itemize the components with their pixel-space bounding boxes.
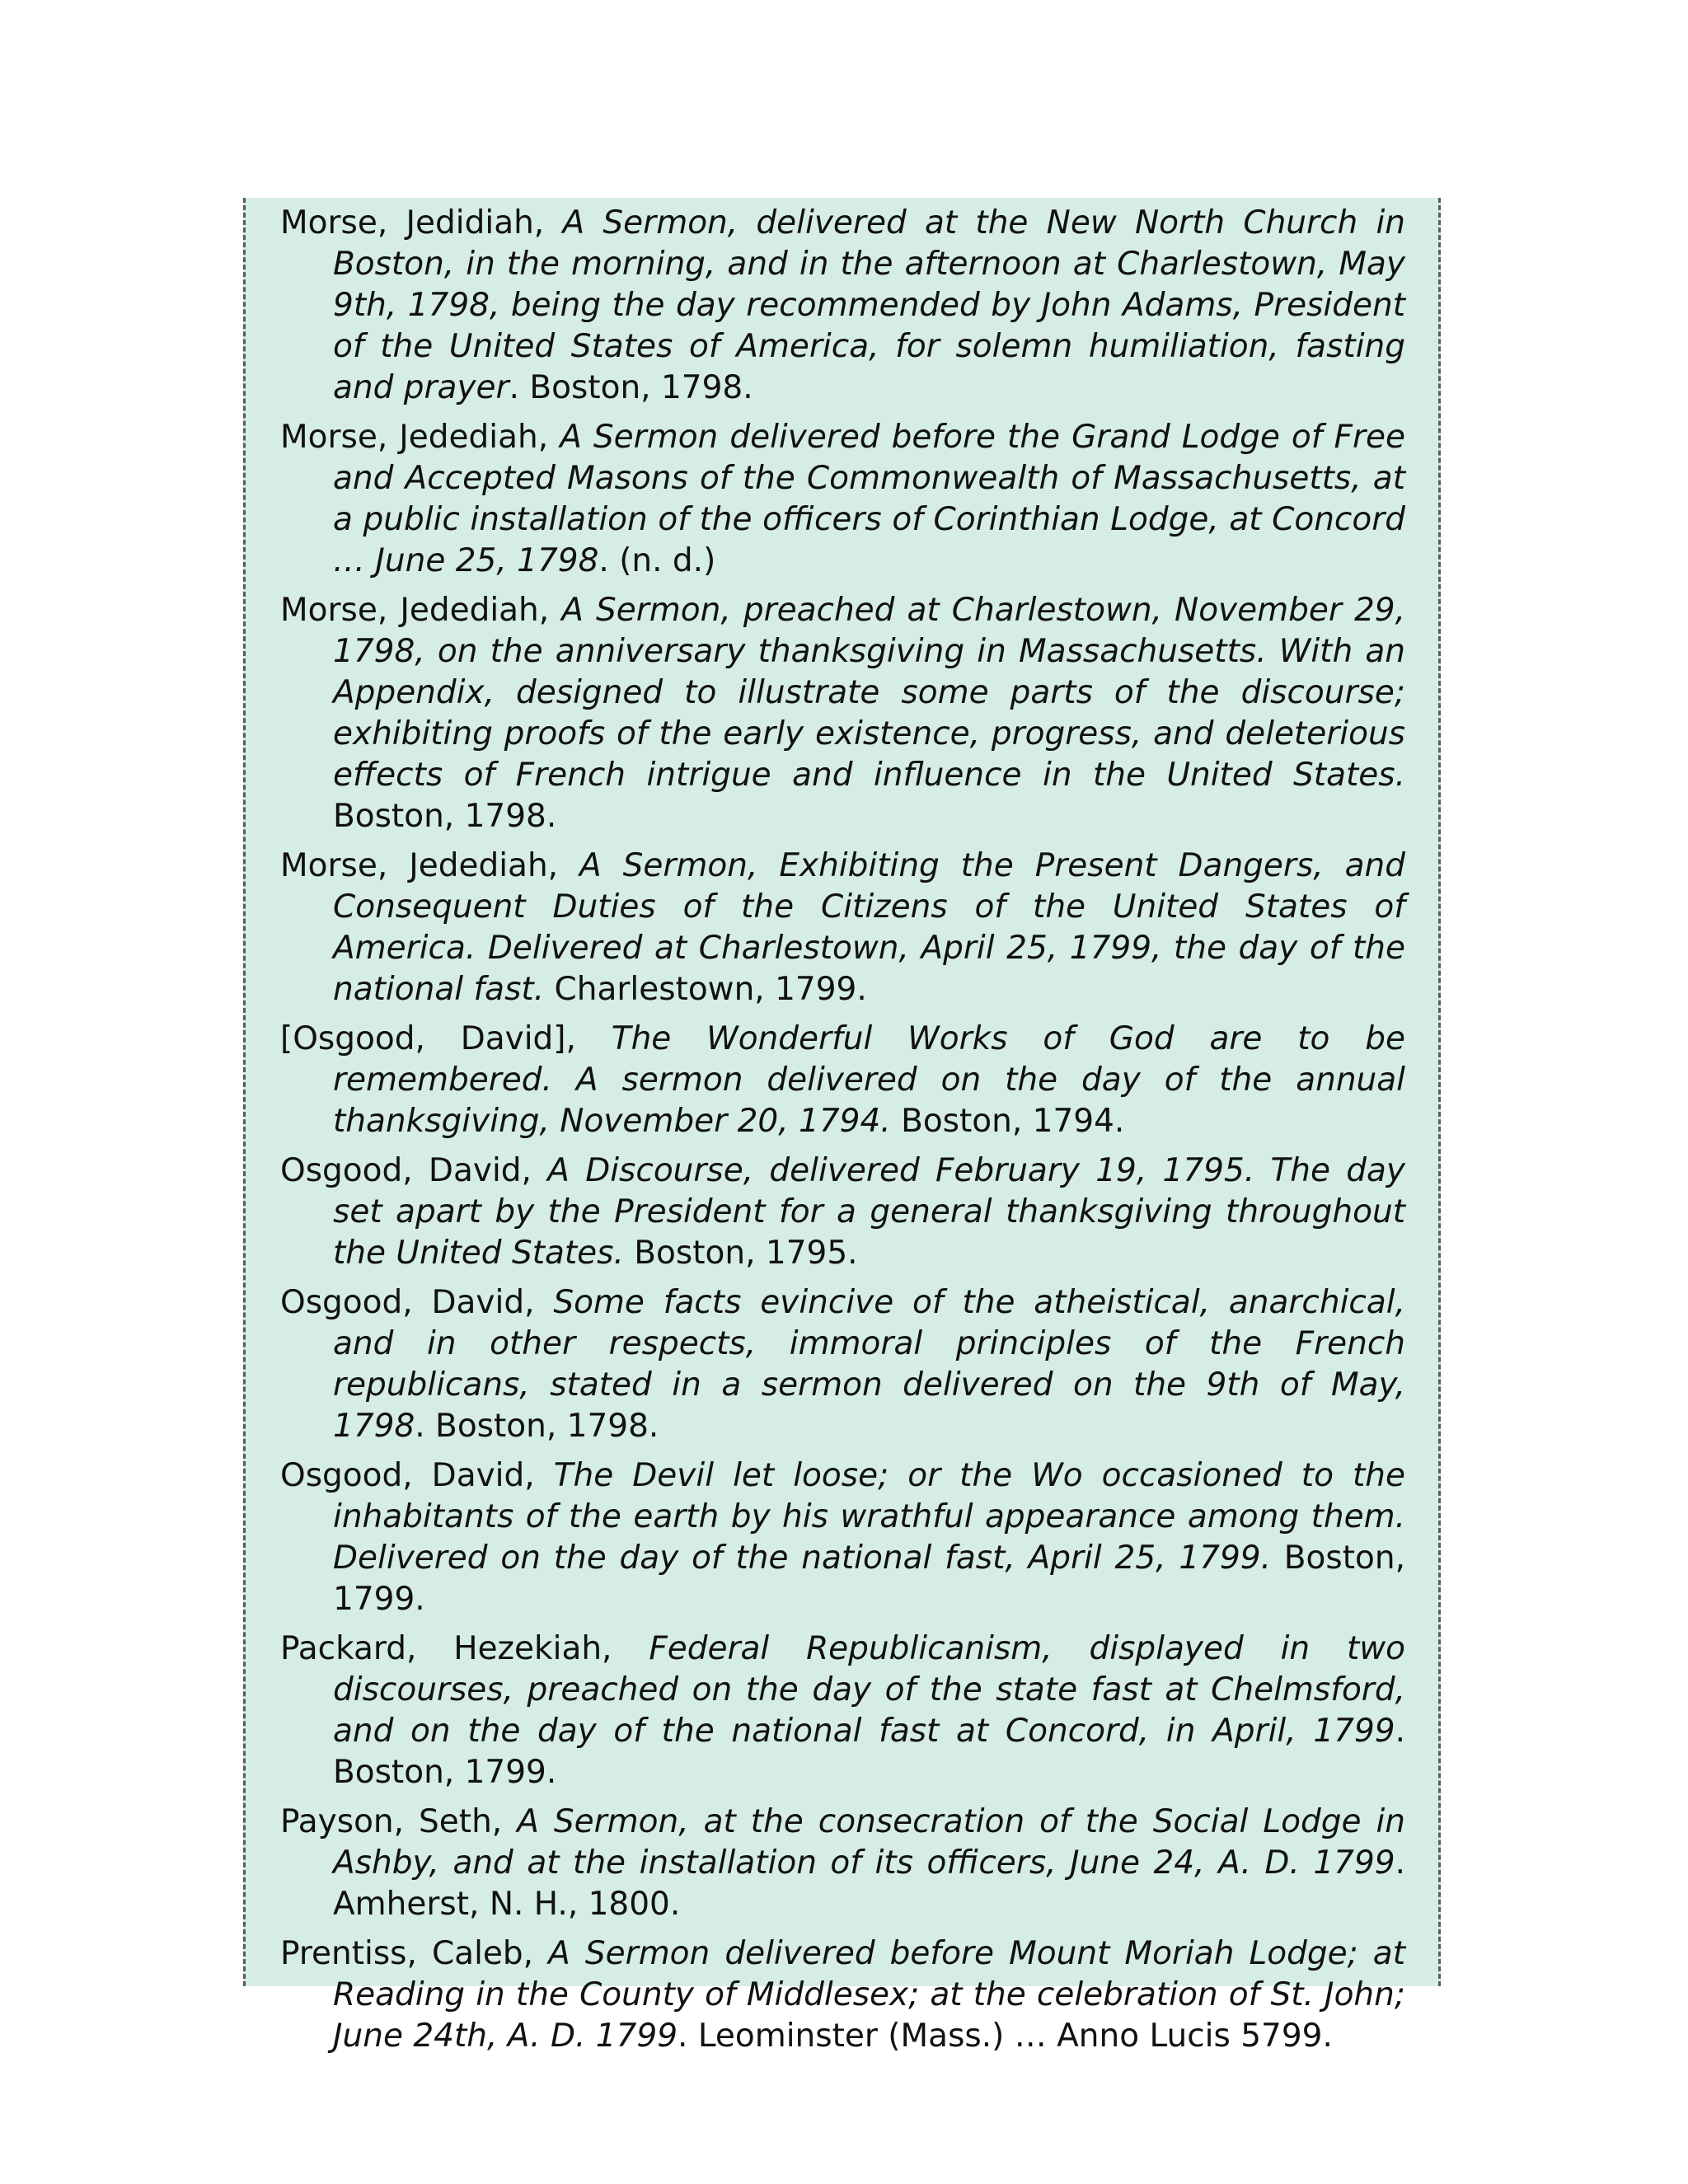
entry-author: Prentiss, Caleb, bbox=[280, 1935, 534, 1972]
entry-imprint: Boston, 1795. bbox=[634, 1235, 858, 1272]
entry-imprint: Boston, 1794. bbox=[901, 1103, 1125, 1140]
bibliography-entry bbox=[280, 1151, 1405, 1274]
bibliography-entry bbox=[280, 846, 1405, 1010]
entry-title: A Sermon, preached at Charlestown, November 29, 1798, on the anniversary thanksgiving in Massachusetts. With an Appendix, designed to illustrate some parts of the discourse; exhibiting proofs of the early existence, progress, and deleterious effects of French intrigue and influence in the United States. bbox=[333, 592, 1405, 794]
entry-author: Osgood, David, bbox=[280, 1284, 535, 1321]
entry-title: A Sermon, delivered at the New North Church in Boston, in the morning, and in the afternoon at Charlestown, May 9th, 1798, being the day recommended by John Adams, President of the United States of America, for solemn humiliation, fasting and prayer bbox=[333, 204, 1406, 406]
entry-imprint: . Boston, 1799. bbox=[333, 1713, 1405, 1791]
bibliography-entry bbox=[280, 1933, 1405, 2057]
bibliography-entry bbox=[280, 1455, 1405, 1620]
entry-imprint: . Boston, 1798. bbox=[415, 1408, 659, 1445]
entry-imprint: Boston, 1799. bbox=[333, 1540, 1405, 1618]
bibliography-entry bbox=[280, 1019, 1405, 1142]
entry-title: Some facts evincive of the atheistical, anarchical, and in other respects, immoral principles of the French republicans, stated in a sermon delivered on the 9th of May, 1798 bbox=[333, 1284, 1405, 1445]
entry-imprint: Charlestown, 1799. bbox=[554, 971, 867, 1008]
entry-title: The Wonderful Works of God are to be remembered. A sermon delivered on the day of the annual thanksgiving, November 20, 1794. bbox=[333, 1020, 1405, 1140]
entry-author: Morse, Jedidiah, bbox=[280, 204, 545, 241]
entry-author: Morse, Jedediah, bbox=[280, 592, 550, 629]
entry-title: A Sermon, Exhibiting the Present Dangers, and Consequent Duties of the Citizens of the United States of America. Delivered at Charlestown, April 25, 1799, the day of the national fast. bbox=[333, 847, 1405, 1008]
entry-imprint: . (n. d.) bbox=[598, 542, 716, 579]
bibliography-entry bbox=[280, 203, 1405, 409]
entry-author: Osgood, David, bbox=[280, 1152, 532, 1189]
entry-imprint: . Amherst, N. H., 1800. bbox=[333, 1844, 1405, 1923]
entry-imprint: Boston, 1798. bbox=[333, 798, 557, 835]
entry-author: Packard, Hezekiah, bbox=[280, 1630, 612, 1667]
entry-author: Morse, Jedediah, bbox=[280, 847, 559, 884]
entry-title: A Discourse, delivered February 19, 1795. The day set apart by the President for a general thanksgiving throughout the United States. bbox=[333, 1152, 1406, 1272]
entry-author: [Osgood, David], bbox=[280, 1020, 576, 1057]
bibliography-entry bbox=[280, 417, 1405, 582]
entry-title: Federal Republicanism, displayed in two discourses, preached on the day of the state fast at Chelmsford, and on the day of the national fast at Concord, in April, 1799 bbox=[333, 1630, 1406, 1750]
entry-title: A Sermon delivered before the Grand Lodge of Free and Accepted Masons of the Commonwealth of Massachusetts, at a public installation of the officers of Corinthian Lodge, at Concord … June 25, 1798 bbox=[333, 419, 1405, 579]
bibliography-entry bbox=[280, 590, 1405, 837]
bibliography-entry bbox=[280, 1629, 1405, 1793]
entry-author: Payson, Seth, bbox=[280, 1803, 503, 1840]
entry-imprint: . Leominster (Mass.) … Anno Lucis 5799. bbox=[678, 2018, 1333, 2055]
bibliography-panel bbox=[243, 198, 1441, 2055]
entry-author: Morse, Jedediah, bbox=[280, 419, 549, 456]
bibliography-entry bbox=[280, 1282, 1405, 1447]
bibliography-entry bbox=[280, 1802, 1405, 1925]
entry-author: Osgood, David, bbox=[280, 1457, 535, 1494]
entry-imprint: . Boston, 1798. bbox=[509, 369, 753, 406]
entry-title: A Sermon delivered before Mount Moriah Lodge; at Reading in the County of Middlesex; at the celebration of St. John; June 24th, A. D. 1799 bbox=[333, 1935, 1405, 2055]
entry-title: The Devil let loose; or the Wo occasioned to the inhabitants of the earth by his wrathful appearance among them. Delivered on the day of the national fast, April 25, 1799. bbox=[333, 1457, 1405, 1577]
entry-title: A Sermon, at the consecration of the Social Lodge in Ashby, and at the installation of its officers, June 24, A. D. 1799 bbox=[333, 1803, 1406, 1882]
